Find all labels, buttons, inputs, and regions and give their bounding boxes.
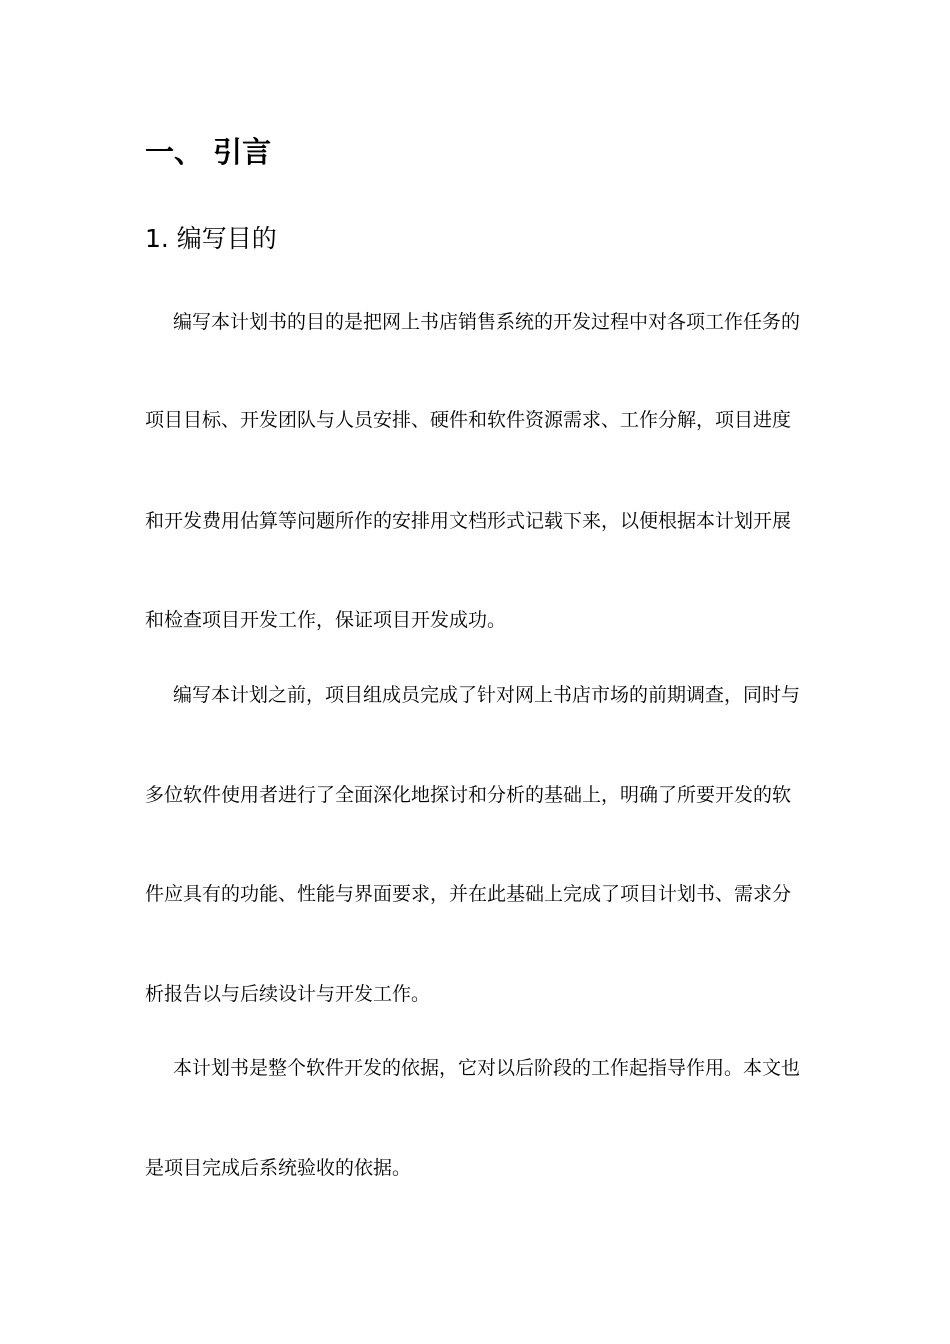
paragraph-2-line-3: 件应具有的功能、性能与界面要求，并在此基础上完成了项目计划书、需求分 xyxy=(145,883,792,905)
paragraph-1-line-1: 编写本计划书的目的是把网上书店销售系统的开发过程中对各项工作任务的 xyxy=(173,311,801,333)
paragraph-1-line-4: 和检查项目开发工作，保证项目开发成功。 xyxy=(145,609,507,631)
paragraph-1-line-3: 和开发费用估算等问题所作的安排用文档形式记载下来，以便根据本计划开展 xyxy=(145,510,792,532)
subsection-heading: 1. 编写目的 xyxy=(145,224,277,253)
paragraph-2-line-2: 多位软件使用者进行了全面深化地探讨和分析的基础上，明确了所要开发的软 xyxy=(145,784,792,806)
paragraph-2-line-1: 编写本计划之前，项目组成员完成了针对网上书店市场的前期调查，同时与 xyxy=(173,684,801,706)
paragraph-1-line-2: 项目目标、开发团队与人员安排、硬件和软件资源需求、工作分解，项目进度 xyxy=(145,409,792,431)
paragraph-3-line-1: 本计划书是整个软件开发的依据，它对以后阶段的工作起指导作用。本文也 xyxy=(173,1057,801,1079)
section-heading: 一、 引言 xyxy=(145,135,272,169)
paragraph-3-line-2: 是项目完成后系统验收的依据。 xyxy=(145,1157,412,1179)
paragraph-2-line-4: 析报告以与后续设计与开发工作。 xyxy=(145,983,431,1005)
